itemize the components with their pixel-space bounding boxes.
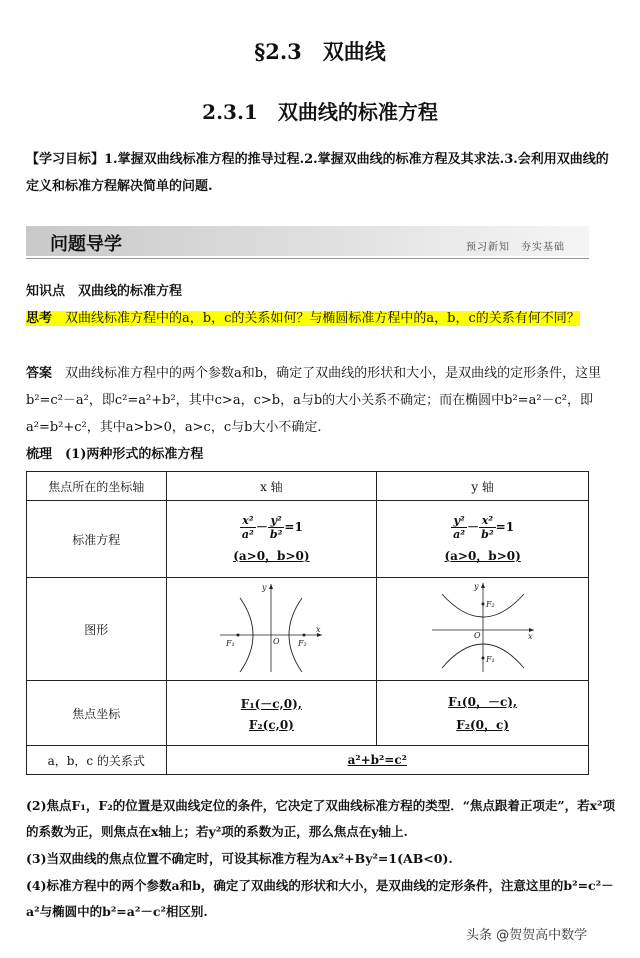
y-foci-cell: F₁(0，－c), F₂(0，c) [377,681,589,746]
answer-paragraph [26,360,602,441]
section-title: 问题导学 [50,234,122,255]
table-row [27,681,589,746]
note-4: (4)标准方程中的两个参数a和b，确定了双曲线的形状和大小，是双曲线的定形条件，注意这里的b²=c²－a²与椭圆中的b²=a²－c²相区别. [26,878,614,919]
page-title: §2.3 双曲线 [254,39,386,64]
relation-value: a²+b²=c² [166,746,589,775]
table-row [27,501,589,578]
standard-equation-table [26,471,589,775]
watermark: 头条 @贺贺高中数学 [466,928,588,943]
y-axis-hyperbola-graph [428,580,538,675]
table-header-y: y 轴 [377,472,589,501]
table-header-x: x 轴 [166,472,377,501]
x-graph-cell [166,578,377,681]
x-foci-cell: F₁(－c,0), F₂(c,0) [166,681,377,746]
svg-text:y: y [473,582,479,591]
summary-paragraph [26,441,602,468]
note-3: (3)当双曲线的焦点位置不确定时，可设其标准方程为Ax²+By²=1(AB<0). [26,851,453,866]
svg-text:F₁: F₁ [485,655,495,664]
svg-text:F₂: F₂ [485,600,495,609]
table-row [27,746,589,775]
learning-goal-text: 1.掌握双曲线标准方程的推导过程.2.掌握双曲线的标准方程及其求法.3.会利用双曲线的定义和标准方程解决简单的问题. [26,152,609,194]
y-graph-cell [377,578,589,681]
note-2: (2)焦点F₁，F₂的位置是双曲线定位的条件，它决定了双曲线标准方程的类型．“焦点跟着正项走”，若x²项的系数为正，则焦点在x轴上；若y²项的系数为正，那么焦点在y轴上. [26,798,616,839]
row-label-relation: a，b，c 的关系式 [27,746,167,775]
section-divider [26,258,589,259]
x-equation-condition: (a>0，b>0) [233,549,310,563]
page-subtitle: 2.3.1 双曲线的标准方程 [202,100,438,124]
y-equation-cell: $\frac{\text{y²}}{\text{a²}}$ － $\frac{\text{x²}}{\text{b²}}$ =1 (a>0，b>0) [377,501,589,578]
think-label: 思考 [26,311,53,326]
svg-text:x: x [527,632,533,641]
answer-label: 答案 [26,366,53,381]
svg-text:y: y [262,583,267,592]
svg-text:O: O [473,631,481,640]
learning-goal [26,146,618,200]
svg-text:x: x [316,625,321,634]
row-label-equation: 标准方程 [27,501,167,578]
row-label-foci: 焦点坐标 [27,681,167,746]
summary-label: 梳理 [26,447,53,462]
table-header-row [27,472,589,501]
table-header-axis: 焦点所在的坐标轴 [27,472,167,501]
section-subtitle: 预习新知 夯实基础 [466,242,565,253]
answer-text: 双曲线标准方程中的两个参数a和b，确定了双曲线的形状和大小，是双曲线的定形条件，这里b²=c²－a²，即c²=a²+b²，其中c>a，c>b，a与b的大小关系不确定；而在椭圆中b²=a²－c²，即a²=b²+c²，其中a>b>0，a>c，c与b大小不确定. [26,366,602,435]
y-equation-condition: (a>0，b>0) [444,549,521,563]
row-label-graph: 图形 [27,578,167,681]
think-paragraph [26,305,602,332]
svg-text:O: O [273,637,280,646]
learning-goal-label: 【学习目标】 [26,152,105,167]
x-axis-hyperbola-graph [216,580,326,675]
summary-text: (1)两种形式的标准方程 [65,447,204,462]
knowledge-label: 知识点 双曲线的标准方程 [26,284,183,299]
svg-text:F₁: F₁ [226,639,236,648]
table-row [27,578,589,681]
svg-text:F₂: F₂ [298,639,308,648]
x-equation-cell: $\frac{\text{x²}}{\text{a²}}$ － $\frac{\text{y²}}{\text{b²}}$ =1 (a>0，b>0) [166,501,377,578]
think-text: 双曲线标准方程中的a，b，c的关系如何？与椭圆标准方程中的a，b，c的关系有何不同？ [65,311,580,326]
